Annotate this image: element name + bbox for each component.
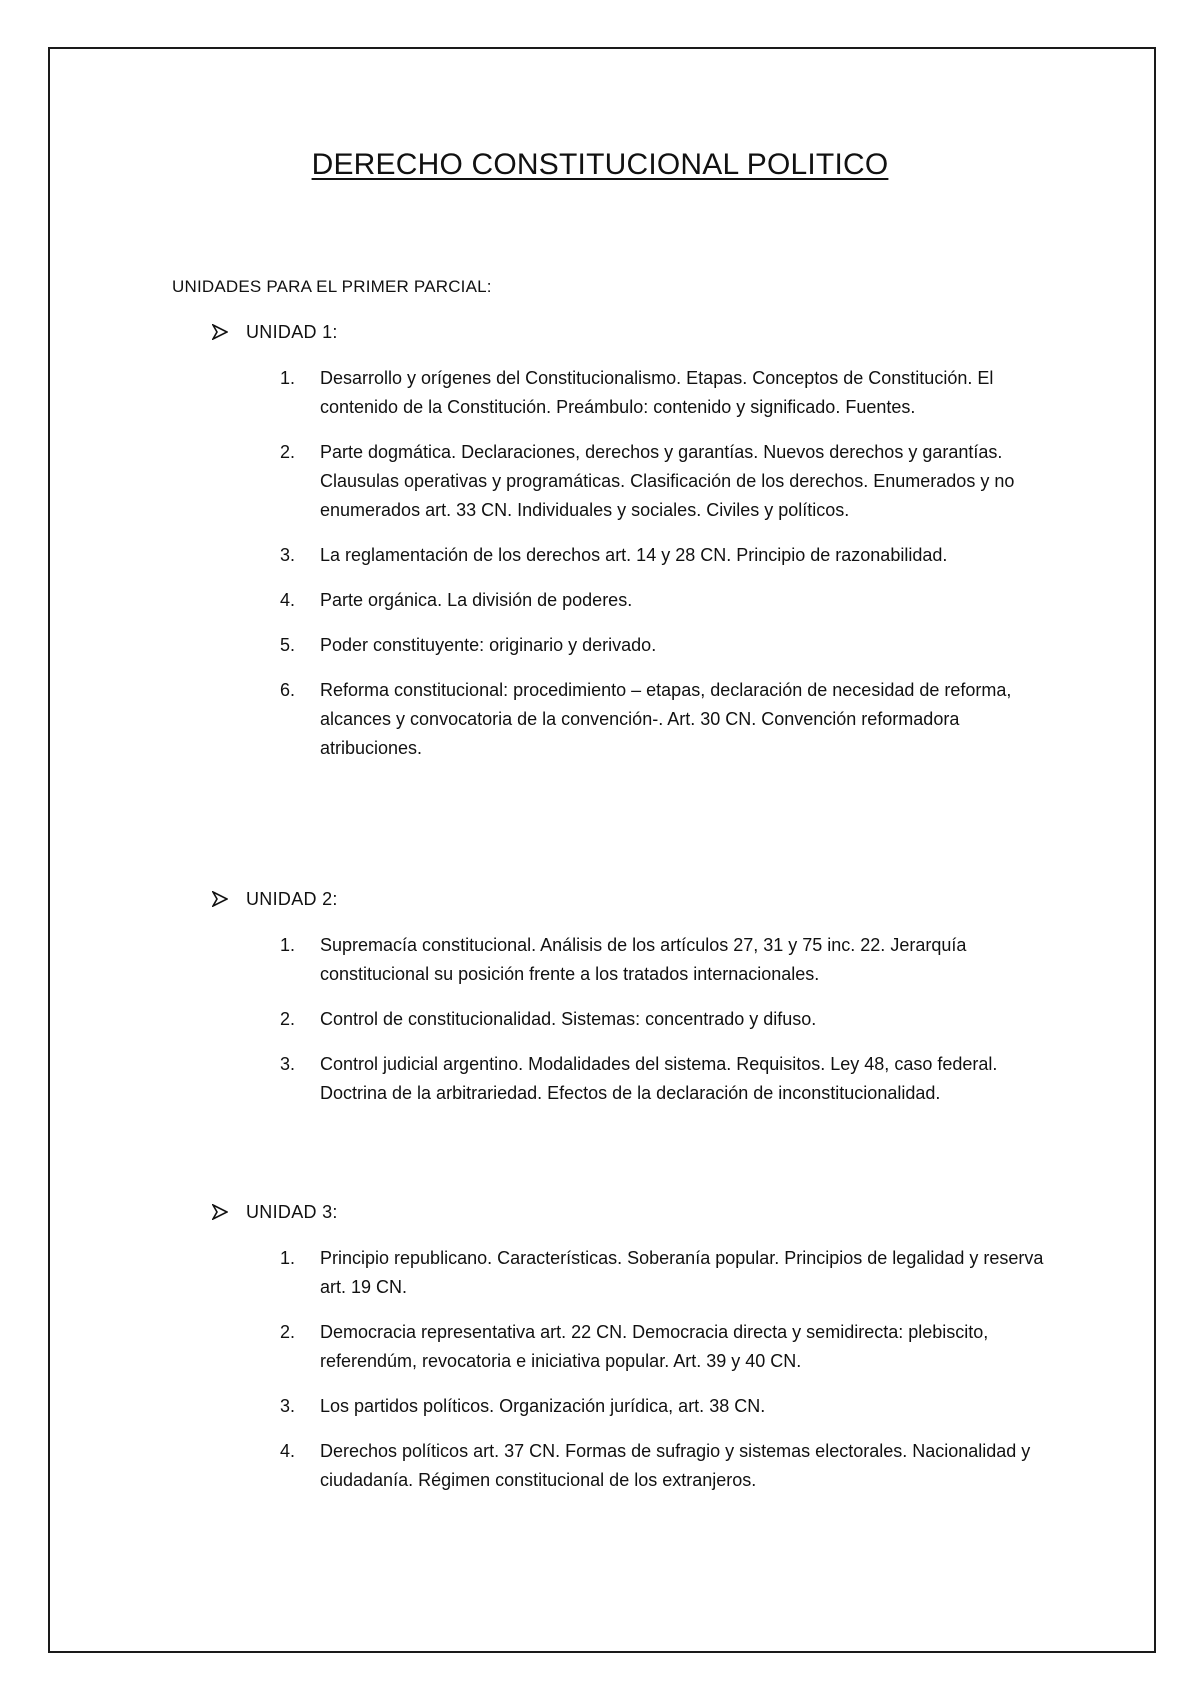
list-item	[280, 1005, 1050, 1034]
item-text: Derechos políticos art. 37 CN. Formas de sufragio y sistemas electorales. Nacionalidad y ciudadanía. Régimen constitucional de los extranjeros.	[320, 1441, 1031, 1490]
item-text: Control de constitucionalidad. Sistemas: concentrado y difuso.	[320, 1009, 817, 1029]
list-item	[280, 676, 1050, 763]
item-number: 2.	[280, 1009, 296, 1029]
item-text: Democracia representativa art. 22 CN. Democracia directa y semidirecta: plebiscito, referendúm, revocatoria e iniciativa popular. Art. 39 y 40 CN.	[320, 1322, 989, 1371]
list-item	[280, 1050, 1050, 1108]
unit-label: UNIDAD 1:	[246, 321, 338, 342]
item-number: 1.	[280, 1248, 296, 1268]
item-number: 4.	[280, 590, 296, 610]
unit-3-header	[212, 1200, 338, 1224]
item-text: Principio republicano. Características. Soberanía popular. Principios de legalidad y reserva art. 19 CN.	[320, 1248, 1044, 1297]
list-item	[280, 1437, 1050, 1495]
item-text: Parte orgánica. La división de poderes.	[320, 590, 633, 610]
list-item	[280, 438, 1050, 525]
item-number: 3.	[280, 1054, 296, 1074]
unit-3-items	[280, 1244, 1050, 1511]
item-number: 4.	[280, 1441, 296, 1461]
item-number: 3.	[280, 545, 296, 565]
item-text: Desarrollo y orígenes del Constitucionalismo. Etapas. Conceptos de Constitución. El contenido de la Constitución. Preámbulo: contenido y significado. Fuentes.	[320, 368, 994, 417]
arrow-bullet-icon	[212, 324, 228, 340]
arrow-bullet-icon	[212, 891, 228, 907]
document-title: DERECHO CONSTITUCIONAL POLITICO	[311, 148, 889, 181]
item-number: 1.	[280, 368, 296, 388]
item-text: Los partidos políticos. Organización jurídica, art. 38 CN.	[320, 1396, 766, 1416]
item-text: Reforma constitucional: procedimiento – etapas, declaración de necesidad de reforma, alcances y convocatoria de la convención-. Art. 30 CN. Convención reformadora atribuciones.	[320, 680, 1012, 758]
unit-label: UNIDAD 3:	[246, 1201, 338, 1222]
list-item	[280, 1318, 1050, 1376]
unit-1-items	[280, 364, 1050, 779]
item-number: 2.	[280, 442, 296, 462]
unit-label: UNIDAD 2:	[246, 888, 338, 909]
item-text: Poder constituyente: originario y derivado.	[320, 635, 657, 655]
list-item	[280, 541, 1050, 570]
list-item	[280, 631, 1050, 660]
list-item	[280, 931, 1050, 989]
item-text: La reglamentación de los derechos art. 14 y 28 CN. Principio de razonabilidad.	[320, 545, 948, 565]
unit-1-header	[212, 320, 338, 344]
list-item	[280, 586, 1050, 615]
item-number: 3.	[280, 1396, 296, 1416]
list-item	[280, 1244, 1050, 1302]
units-subheading: UNIDADES PARA EL PRIMER PARCIAL:	[172, 277, 492, 296]
list-item	[280, 1392, 1050, 1421]
unit-2-header	[212, 887, 338, 911]
item-number: 5.	[280, 635, 296, 655]
item-number: 2.	[280, 1322, 296, 1342]
item-text: Parte dogmática. Declaraciones, derechos y garantías. Nuevos derechos y garantías. Clausulas operativas y programáticas. Clasificación de los derechos. Enumerados y no enumerados art. 33 CN. Individuales y sociales. Civiles y políticos.	[320, 442, 1015, 520]
item-text: Supremacía constitucional. Análisis de los artículos 27, 31 y 75 inc. 22. Jerarquía constitucional su posición frente a los tratados internacionales.	[320, 935, 967, 984]
item-text: Control judicial argentino. Modalidades del sistema. Requisitos. Ley 48, caso federal. Doctrina de la arbitrariedad. Efectos de la declaración de inconstitucionalidad.	[320, 1054, 998, 1103]
arrow-bullet-icon	[212, 1204, 228, 1220]
item-number: 1.	[280, 935, 296, 955]
item-number: 6.	[280, 680, 296, 700]
list-item	[280, 364, 1050, 422]
unit-2-items	[280, 931, 1050, 1124]
